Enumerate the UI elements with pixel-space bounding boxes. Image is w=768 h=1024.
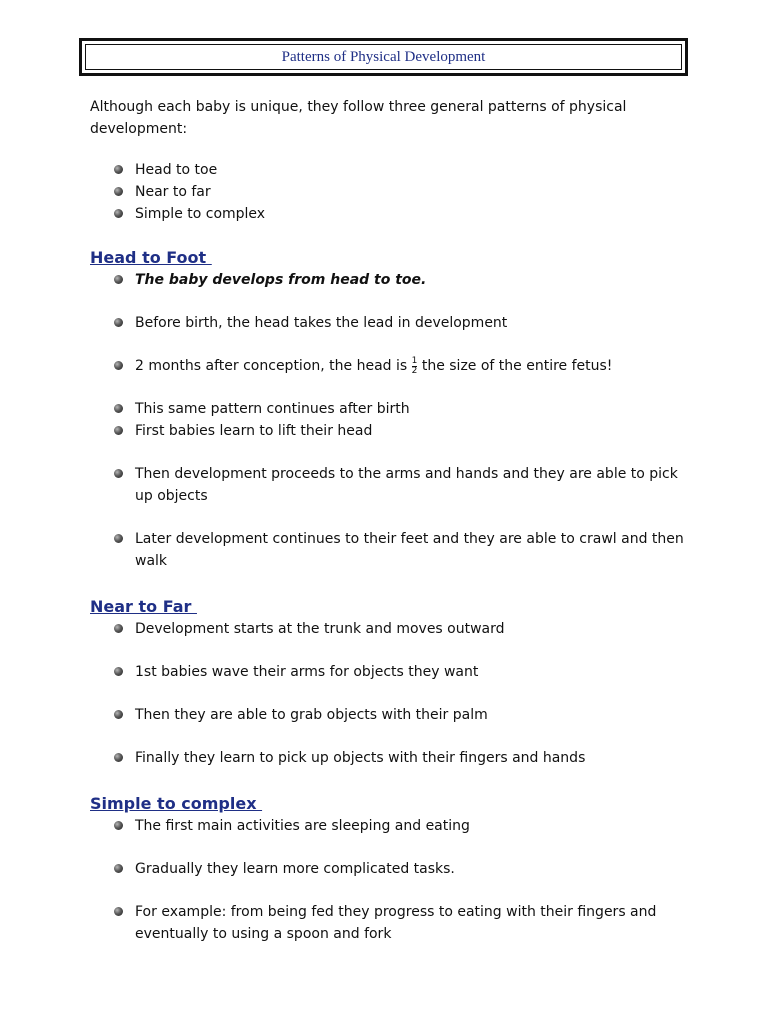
list-item: First babies learn to lift their head	[90, 420, 690, 442]
list-item: For example: from being fed they progress to eating with their fingers and eventually to using a spoon and fork	[90, 901, 690, 945]
bullet-icon	[114, 907, 123, 916]
list-item: Then they are able to grab objects with their palm	[90, 704, 690, 726]
list-item: The baby develops from head to toe.	[90, 269, 690, 291]
bullet-icon	[114, 404, 123, 413]
bullet-icon	[114, 275, 123, 284]
patterns-list	[90, 159, 690, 225]
bullet-icon	[114, 624, 123, 633]
list-item: Gradually they learn more complicated tasks.	[90, 858, 690, 880]
bullet-icon	[114, 361, 123, 370]
document-body	[90, 96, 690, 945]
page-title: Patterns of Physical Development	[281, 48, 486, 65]
section-heading-near-to-far: Near to Far	[90, 597, 197, 616]
bullet-icon	[114, 821, 123, 830]
fraction-half: $\frac{1}{2}$	[411, 355, 418, 376]
title-box	[79, 38, 688, 76]
intro-paragraph: Although each baby is unique, they follow three general patterns of physical development:	[90, 99, 627, 137]
section-heading-head-to-foot: Head to Foot	[90, 248, 212, 267]
simple-to-complex-list	[90, 815, 690, 945]
list-item: Near to far	[90, 181, 690, 203]
section-heading-simple-to-complex: Simple to complex	[90, 794, 263, 813]
bullet-icon	[114, 753, 123, 762]
bullet-icon	[114, 469, 123, 478]
list-item: Before birth, the head takes the lead in development	[90, 312, 690, 334]
list-item: Head to toe	[90, 159, 690, 181]
list-item: The first main activities are sleeping and eating	[90, 815, 690, 837]
list-item: This same pattern continues after birth	[90, 398, 690, 420]
list-item: 2 months after conception, the head is $\frac{1}{2}$ the size of the entire fetus!	[90, 355, 690, 377]
list-item: Simple to complex	[90, 203, 690, 225]
bullet-icon	[114, 165, 123, 174]
bullet-icon	[114, 187, 123, 196]
bullet-icon	[114, 318, 123, 327]
title-inner-frame	[85, 44, 682, 70]
list-item: Then development proceeds to the arms and hands and they are able to pick up objects	[90, 463, 690, 507]
list-item: 1st babies wave their arms for objects they want	[90, 661, 690, 683]
head-to-foot-list	[90, 269, 690, 572]
bullet-icon	[114, 209, 123, 218]
bullet-icon	[114, 534, 123, 543]
list-item: Development starts at the trunk and moves outward	[90, 618, 690, 640]
list-item: Finally they learn to pick up objects with their fingers and hands	[90, 747, 690, 769]
bullet-icon	[114, 710, 123, 719]
bullet-icon	[114, 426, 123, 435]
bullet-icon	[114, 864, 123, 873]
near-to-far-list	[90, 618, 690, 769]
bullet-icon	[114, 667, 123, 676]
list-item: Later development continues to their feet and they are able to crawl and then walk	[90, 528, 690, 572]
